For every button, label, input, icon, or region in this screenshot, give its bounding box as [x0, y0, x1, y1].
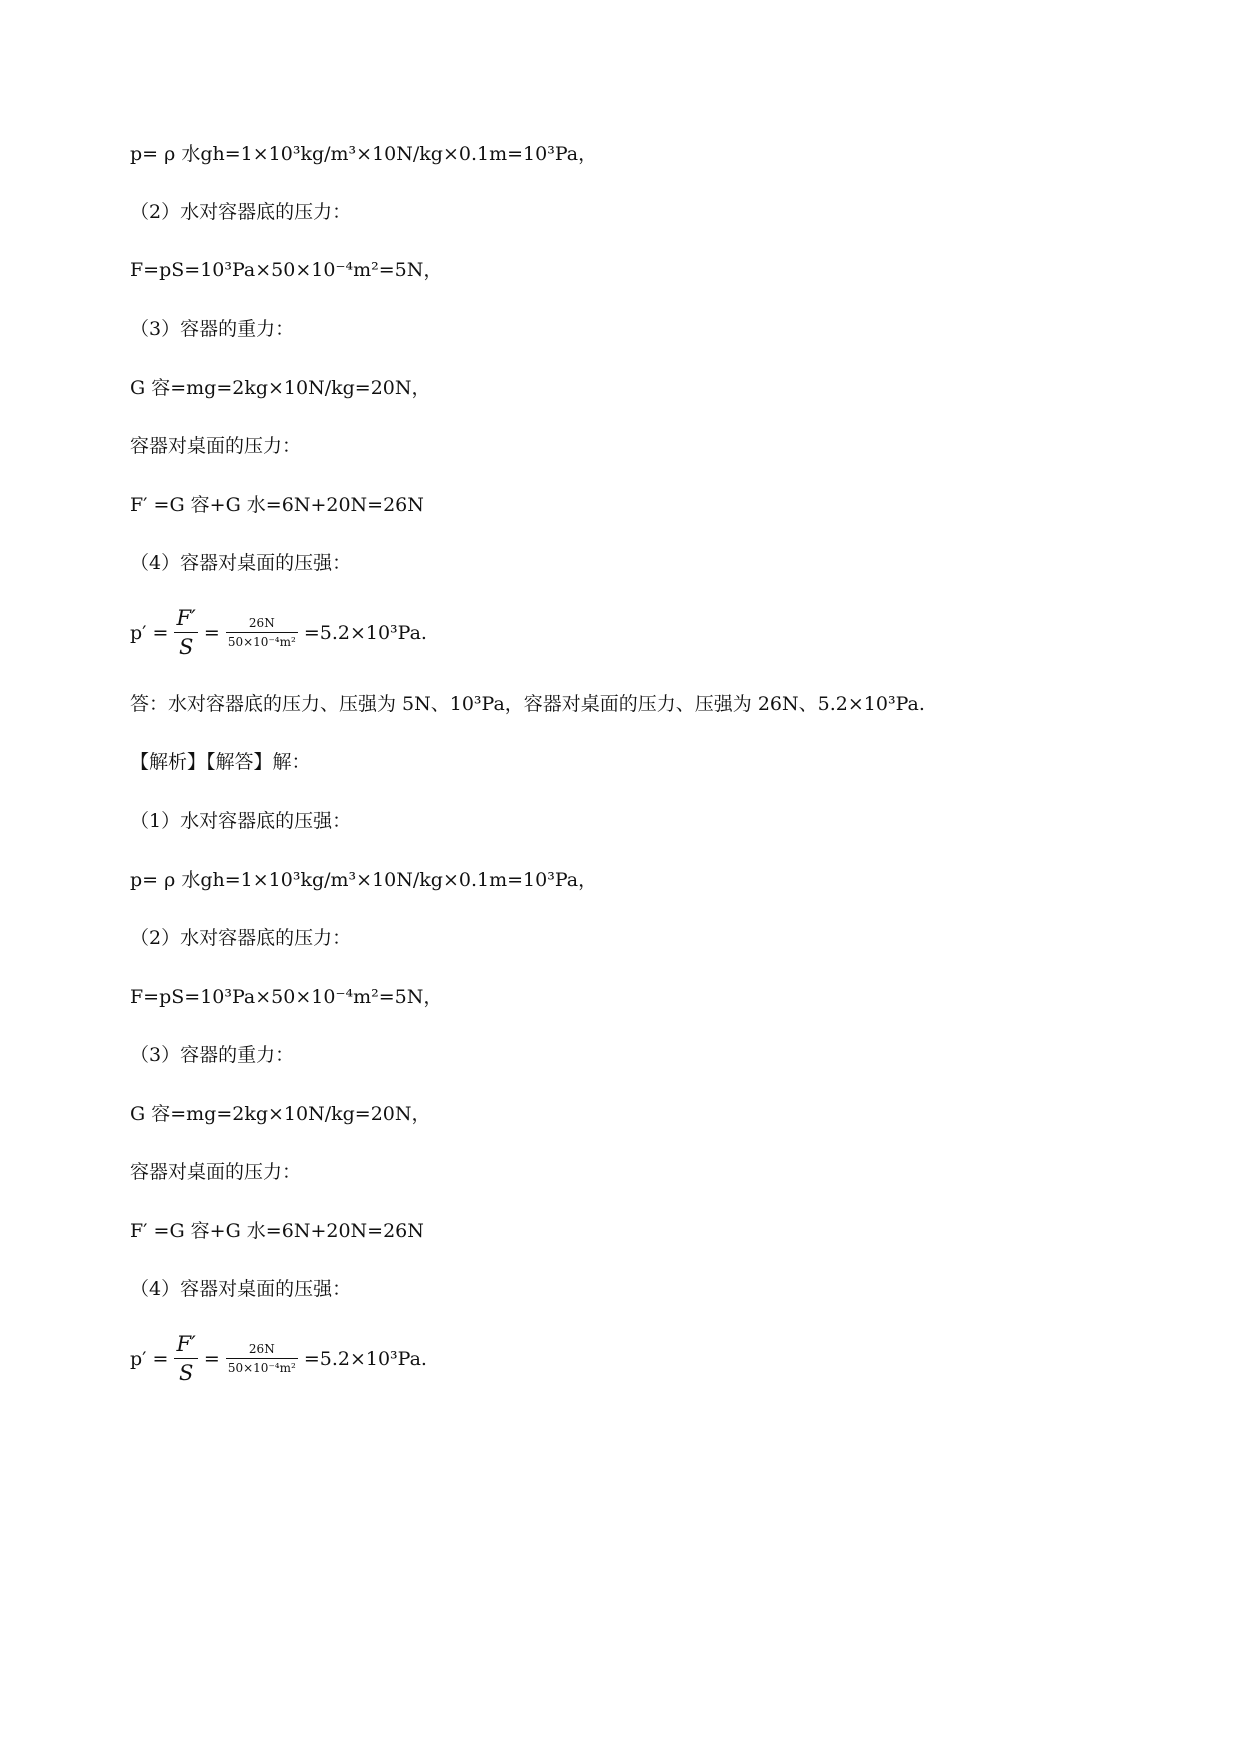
- formula-pressure: [130, 604, 427, 664]
- fraction-numerator: 26N: [226, 1340, 298, 1359]
- text-line: F′ =G 容+G 水=6N+20N=26N: [130, 1220, 424, 1242]
- formula-lhs: p′ =: [130, 1347, 169, 1370]
- fraction-numeric: [226, 614, 298, 651]
- text-line: 容器对桌面的压力：: [130, 1161, 302, 1183]
- formula-result: =5.2×10³Pa.: [303, 1347, 427, 1370]
- fraction-denominator: 50×10⁻⁴m²: [227, 1361, 296, 1375]
- formula-equals: =: [203, 1347, 220, 1370]
- text-line: p= ρ 水gh=1×10³kg/m³×10N/kg×0.1m=10³Pa，: [130, 869, 598, 891]
- text-line: （3）容器的重力：: [130, 318, 295, 340]
- text-line: （4）容器对桌面的压强：: [130, 552, 352, 574]
- text-line: （2）水对容器底的压力：: [130, 201, 352, 223]
- text-line: F′ =G 容+G 水=6N+20N=26N: [130, 494, 424, 516]
- text-line: F=pS=10³Pa×50×10⁻⁴m²=5N，: [130, 986, 443, 1008]
- fraction-numerator: F′: [174, 1330, 197, 1359]
- fraction-numerator: F′: [174, 604, 197, 633]
- text-line: （1）水对容器底的压强：: [130, 810, 352, 832]
- text-line: G 容=mg=2kg×10N/kg=20N，: [130, 377, 431, 399]
- fraction-symbolic: [174, 1330, 197, 1387]
- text-line: p= ρ 水gh=1×10³kg/m³×10N/kg×0.1m=10³Pa，: [130, 143, 598, 165]
- formula-result: =5.2×10³Pa.: [303, 621, 427, 644]
- analysis-heading: 【解析】【解答】解：: [130, 751, 311, 773]
- text-line: （2）水对容器底的压力：: [130, 927, 352, 949]
- text-line: （3）容器的重力：: [130, 1044, 295, 1066]
- fraction-symbolic: [174, 604, 197, 661]
- fraction-denominator: 50×10⁻⁴m²: [227, 635, 296, 649]
- formula-lhs: p′ =: [130, 621, 169, 644]
- fraction-denominator: S: [178, 1361, 194, 1385]
- formula-pressure: [130, 1330, 427, 1390]
- fraction-denominator: S: [178, 635, 194, 659]
- formula-equals: =: [203, 621, 220, 644]
- text-line: G 容=mg=2kg×10N/kg=20N，: [130, 1103, 431, 1125]
- text-line: 容器对桌面的压力：: [130, 435, 302, 457]
- fraction-numerator: 26N: [226, 614, 298, 633]
- text-line: （4）容器对桌面的压强：: [130, 1278, 352, 1300]
- text-line: F=pS=10³Pa×50×10⁻⁴m²=5N，: [130, 259, 443, 281]
- answer-line: 答：水对容器底的压力、压强为 5N、10³Pa，容器对桌面的压力、压强为 26N、5.2×10³Pa.: [130, 693, 925, 715]
- fraction-numeric: [226, 1340, 298, 1377]
